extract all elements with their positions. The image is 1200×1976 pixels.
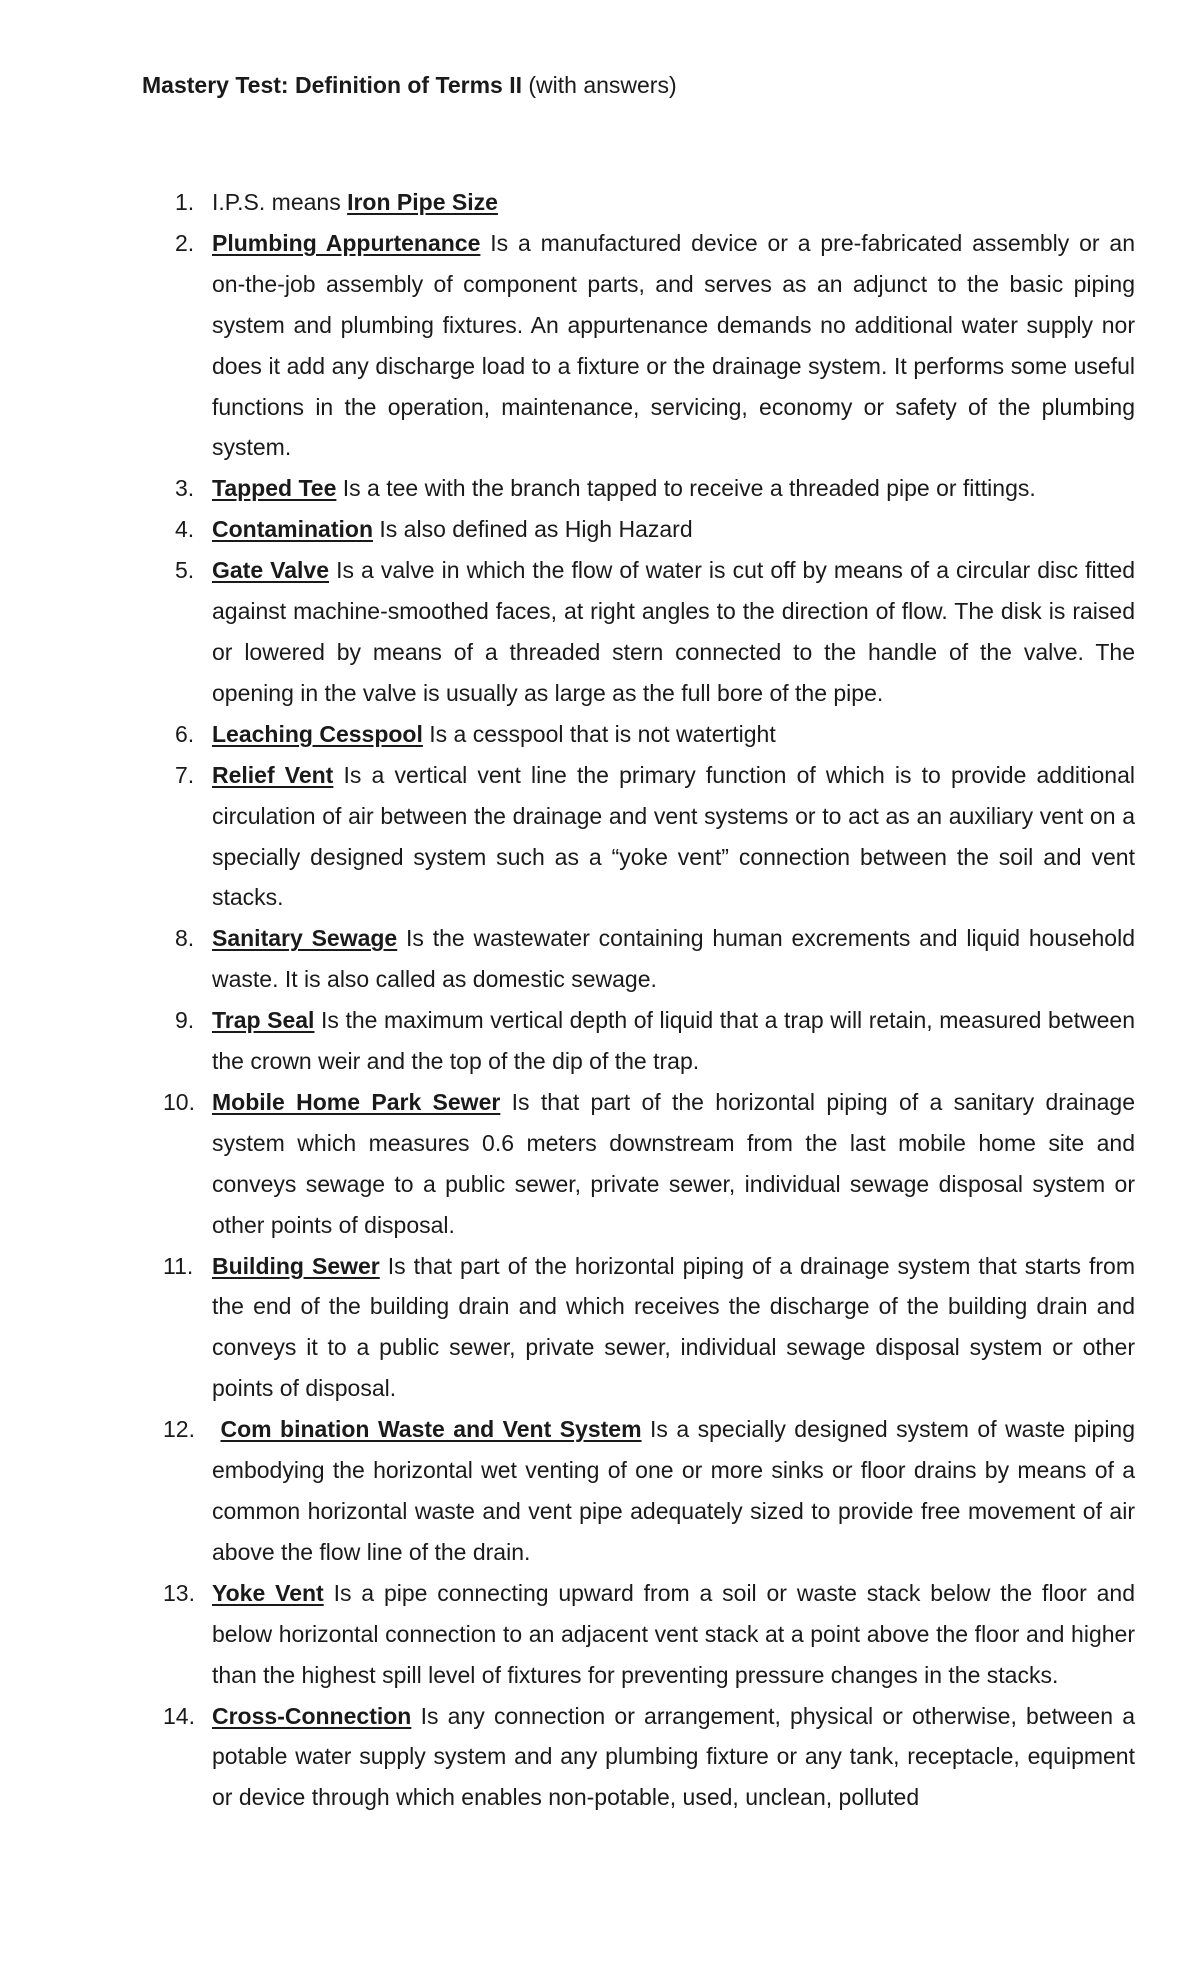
term-definition: Is a manufactured device or a pre-fabricated assembly or an on-the-job assembly of component parts, and serves as an adjunct to the basic piping system and plumbing fixtures. An appurtenance demands no additional water supply nor does it add any discharge load to a fixture or the drainage system. It performs some useful functions in the operation, maintenance, servicing, economy or safety of the plumbing system.: [212, 229, 1136, 461]
list-item: [142, 182, 1135, 223]
term-definition: Is a valve in which the flow of water is cut off by means of a circular disc fitted against machine-smoothed faces, at right angles to the direction of flow. The disk is raised or lowered by means of a threaded stern connected to the handle of the valve. The opening in the valve is usually as large as the full bore of the pipe.: [212, 557, 1136, 706]
term-name: Sanitary Sewage: [212, 925, 398, 952]
term-name: Tapped Tee: [212, 475, 337, 502]
list-item: [142, 1082, 1135, 1246]
item-number: 8.: [175, 925, 195, 952]
term-list: [142, 182, 1135, 1818]
item-number: 1.: [175, 189, 195, 215]
term-name: Building Sewer: [212, 1252, 380, 1279]
item-number: 3.: [175, 475, 195, 502]
item-number: 9.: [175, 1007, 195, 1034]
item-number: 7.: [175, 761, 195, 788]
item-number: 10.: [163, 1088, 195, 1115]
term-name: Iron Pipe Size: [347, 189, 498, 215]
list-item: [142, 1000, 1135, 1082]
list-item: [142, 1573, 1135, 1696]
list-item: [142, 755, 1135, 919]
term-name: Cross-Connection: [212, 1702, 412, 1729]
item-number: 14.: [163, 1702, 195, 1729]
term-name: Plumbing Appurtenance: [212, 229, 481, 256]
term-definition: Is a vertical vent line the primary function of which is to provide additional circulation of air between the drainage and vent systems or to act as an auxiliary vent on a specially designed system such as a “yoke vent” connection between the soil and vent stacks.: [212, 761, 1135, 911]
list-item: [142, 1246, 1135, 1410]
term-name: Gate Valve: [212, 557, 330, 584]
term-name: Yoke Vent: [212, 1579, 324, 1606]
term-definition: Is the wastewater containing human excrements and liquid household waste. It is also called as domestic sewage.: [212, 925, 1135, 993]
list-item: [142, 468, 1135, 509]
list-item: [142, 550, 1135, 714]
term-definition: Is a pipe connecting upward from a soil or waste stack below the floor and below horizontal connection to an adjacent vent stack at a point above the floor and higher than the highest spill level of fixtures for preventing pressure changes in the stacks.: [212, 1579, 1136, 1688]
list-item: [142, 714, 1135, 755]
title-main: Mastery Test: Definition of Terms II: [142, 72, 522, 98]
item-number: 12.: [163, 1416, 195, 1443]
document-title: [142, 70, 677, 100]
item-number: 6.: [175, 720, 195, 747]
title-suffix: (with answers): [528, 72, 677, 98]
term-definition: Is the maximum vertical depth of liquid that a trap will retain, measured between the crown weir and the top of the dip of the trap.: [212, 1007, 1135, 1075]
term-name: Leaching Cesspool: [212, 720, 423, 747]
term-definition: Is that part of the horizontal piping of a drainage system that starts from the end of the building drain and which receives the discharge of the building drain and conveys it to a public sewer, private sewer, individual sewage disposal system or other points of disposal.: [212, 1252, 1136, 1402]
item-number: 5.: [175, 557, 195, 584]
list-item: [142, 1409, 1135, 1573]
term-name: Relief Vent: [212, 761, 334, 788]
term-definition: Is a tee with the branch tapped to receive a threaded pipe or fittings.: [342, 475, 1036, 502]
term-definition: Is also defined as High Hazard: [379, 516, 693, 543]
term-definition: Is any connection or arrangement, physical or otherwise, between a potable water supply system and any plumbing fixture or any tank, receptacle, equipment or device through which enables non-potable, used, unclean, polluted: [212, 1702, 1136, 1811]
item-number: 13.: [163, 1579, 195, 1606]
item-number: 2.: [175, 229, 195, 256]
list-item: [142, 918, 1135, 1000]
term-definition: Is that part of the horizontal piping of a sanitary drainage system which measures 0.6 meters downstream from the last mobile home site and conveys sewage to a public sewer, private sewer, individual sewage disposal system or other points of disposal.: [212, 1088, 1135, 1238]
list-item: [142, 1696, 1135, 1819]
term-definition: Is a cesspool that is not watertight: [429, 720, 776, 747]
item-lead: I.P.S. means: [212, 189, 348, 215]
term-name: Mobile Home Park Sewer: [212, 1088, 501, 1115]
term-name: Contamination: [212, 516, 373, 543]
term-name: Com bination Waste and Vent System: [220, 1416, 642, 1443]
term-name: Trap Seal: [212, 1007, 315, 1034]
item-number: 4.: [175, 516, 195, 543]
list-item: [142, 223, 1135, 468]
term-definition: Is a specially designed system of waste piping embodying the horizontal wet venting of one or more sinks or floor drains by means of a common horizontal waste and vent pipe adequately sized to provide free movement of air above the flow line of the drain.: [212, 1416, 1136, 1565]
item-number: 11.: [163, 1252, 194, 1279]
list-item: [142, 509, 1135, 550]
